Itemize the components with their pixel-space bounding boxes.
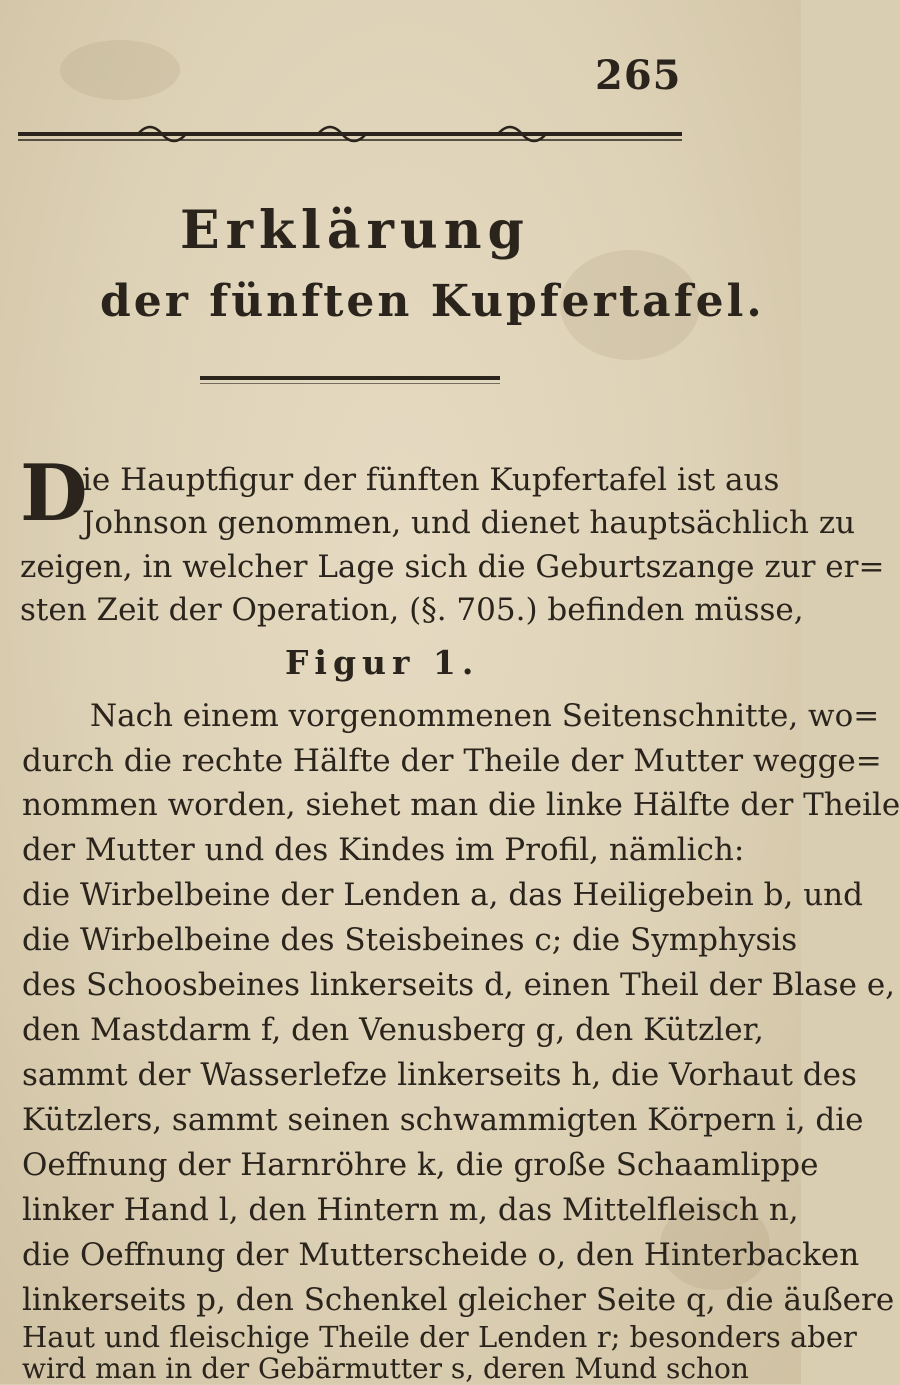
body-line: nommen worden, siehet man die linke Hälfte der Theile (22, 787, 900, 823)
intro-line: sten Zeit der Operation, (§. 705.) befinden müsse, (20, 592, 804, 628)
paper-stain (60, 40, 180, 100)
body-line: Haut und fleischige Theile der Lenden r; besonders aber (22, 1320, 857, 1354)
intro-line: ie Hauptfigur der fünften Kupfertafel ist aus (82, 462, 780, 498)
intro-line: zeigen, in welcher Lage sich die Geburtszange zur er= (20, 549, 885, 585)
divider (200, 383, 500, 384)
body-line: Oeffnung der Harnröhre k, die große Schaamlippe (22, 1147, 819, 1183)
body-line: die Oeffnung der Mutterscheide o, den Hinterbacken (22, 1237, 860, 1273)
body-line: den Mastdarm f, den Venusberg g, den Kützler, (22, 1012, 764, 1048)
body-line: die Wirbelbeine des Steisbeines c; die Symphysis (22, 922, 798, 958)
ornamental-rule (18, 118, 682, 146)
divider (200, 376, 500, 380)
body-line: Nach einem vorgenommenen Seitenschnitte, wo= (90, 698, 880, 734)
body-line: Kützlers, sammt seinen schwammigten Körpern i, die (22, 1102, 864, 1138)
page-number: 265 (595, 52, 682, 99)
heading-title: Erklärung (180, 200, 530, 261)
drop-cap: D (20, 448, 88, 539)
figure-heading: Figur 1. (285, 643, 480, 682)
body-line: der Mutter und des Kindes im Profil, nämlich: (22, 832, 745, 868)
heading-subtitle: der fünften Kupfertafel. (100, 276, 765, 327)
body-line: linkerseits p, den Schenkel gleicher Seite q, die äußere (22, 1282, 895, 1318)
intro-line: Johnson genommen, und dienet hauptsächlich zu (82, 505, 856, 541)
body-line: linker Hand l, den Hintern m, das Mittelfleisch n, (22, 1192, 799, 1228)
body-line: sammt der Wasserlefze linkerseits h, die Vorhaut des (22, 1057, 857, 1093)
body-line: durch die rechte Hälfte der Theile der Mutter wegge= (22, 743, 882, 779)
body-line: wird man in der Gebärmutter s, deren Mund schon (22, 1352, 749, 1385)
body-line: des Schoosbeines linkerseits d, einen Theil der Blase e, (22, 967, 896, 1003)
body-line: die Wirbelbeine der Lenden a, das Heiligebein b, und (22, 877, 863, 913)
